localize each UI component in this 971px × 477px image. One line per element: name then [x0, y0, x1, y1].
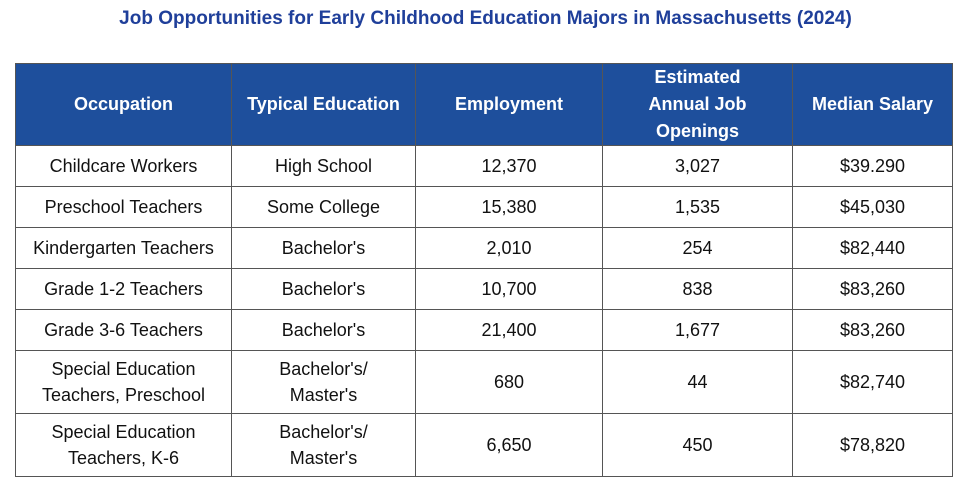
- cell-education: Bachelor's: [232, 269, 416, 310]
- cell-employment: 12,370: [416, 146, 603, 187]
- cell-openings: 1,535: [603, 187, 793, 228]
- cell-occupation: Special Education Teachers, Preschool: [16, 351, 232, 414]
- table-row: [16, 269, 953, 310]
- table-row: [16, 414, 953, 477]
- cell-salary: $78,820: [793, 414, 953, 477]
- cell-salary: $39.290: [793, 146, 953, 187]
- cell-salary: $82,740: [793, 351, 953, 414]
- cell-openings: 1,677: [603, 310, 793, 351]
- table-row: [16, 351, 953, 414]
- cell-salary: $82,440: [793, 228, 953, 269]
- table-row: [16, 187, 953, 228]
- table-header-row: [16, 64, 953, 146]
- cell-education: Bachelor's: [232, 228, 416, 269]
- cell-education: Some College: [232, 187, 416, 228]
- cell-employment: 21,400: [416, 310, 603, 351]
- header-occupation: Occupation: [16, 64, 232, 146]
- cell-education: High School: [232, 146, 416, 187]
- cell-salary: $83,260: [793, 269, 953, 310]
- cell-employment: 680: [416, 351, 603, 414]
- cell-occupation: Childcare Workers: [16, 146, 232, 187]
- page-title: Job Opportunities for Early Childhood Education Majors in Massachusetts (2024): [119, 8, 852, 29]
- cell-employment: 2,010: [416, 228, 603, 269]
- cell-employment: 15,380: [416, 187, 603, 228]
- cell-occupation: Special Education Teachers, K-6: [16, 414, 232, 477]
- cell-occupation: Grade 1-2 Teachers: [16, 269, 232, 310]
- cell-openings: 450: [603, 414, 793, 477]
- header-annual-job-openings: Estimated Annual Job Openings: [603, 64, 793, 146]
- cell-salary: $83,260: [793, 310, 953, 351]
- header-median-salary: Median Salary: [793, 64, 953, 146]
- cell-education: Bachelor's/ Master's: [232, 351, 416, 414]
- cell-employment: 6,650: [416, 414, 603, 477]
- cell-occupation: Kindergarten Teachers: [16, 228, 232, 269]
- header-typical-education: Typical Education: [232, 64, 416, 146]
- cell-education: Bachelor's/ Master's: [232, 414, 416, 477]
- table-row: [16, 146, 953, 187]
- cell-education: Bachelor's: [232, 310, 416, 351]
- cell-occupation: Grade 3-6 Teachers: [16, 310, 232, 351]
- table-row: [16, 228, 953, 269]
- cell-salary: $45,030: [793, 187, 953, 228]
- job-opportunities-table: [15, 63, 953, 477]
- cell-openings: 3,027: [603, 146, 793, 187]
- cell-occupation: Preschool Teachers: [16, 187, 232, 228]
- cell-employment: 10,700: [416, 269, 603, 310]
- header-employment: Employment: [416, 64, 603, 146]
- cell-openings: 254: [603, 228, 793, 269]
- cell-openings: 44: [603, 351, 793, 414]
- cell-openings: 838: [603, 269, 793, 310]
- table-row: [16, 310, 953, 351]
